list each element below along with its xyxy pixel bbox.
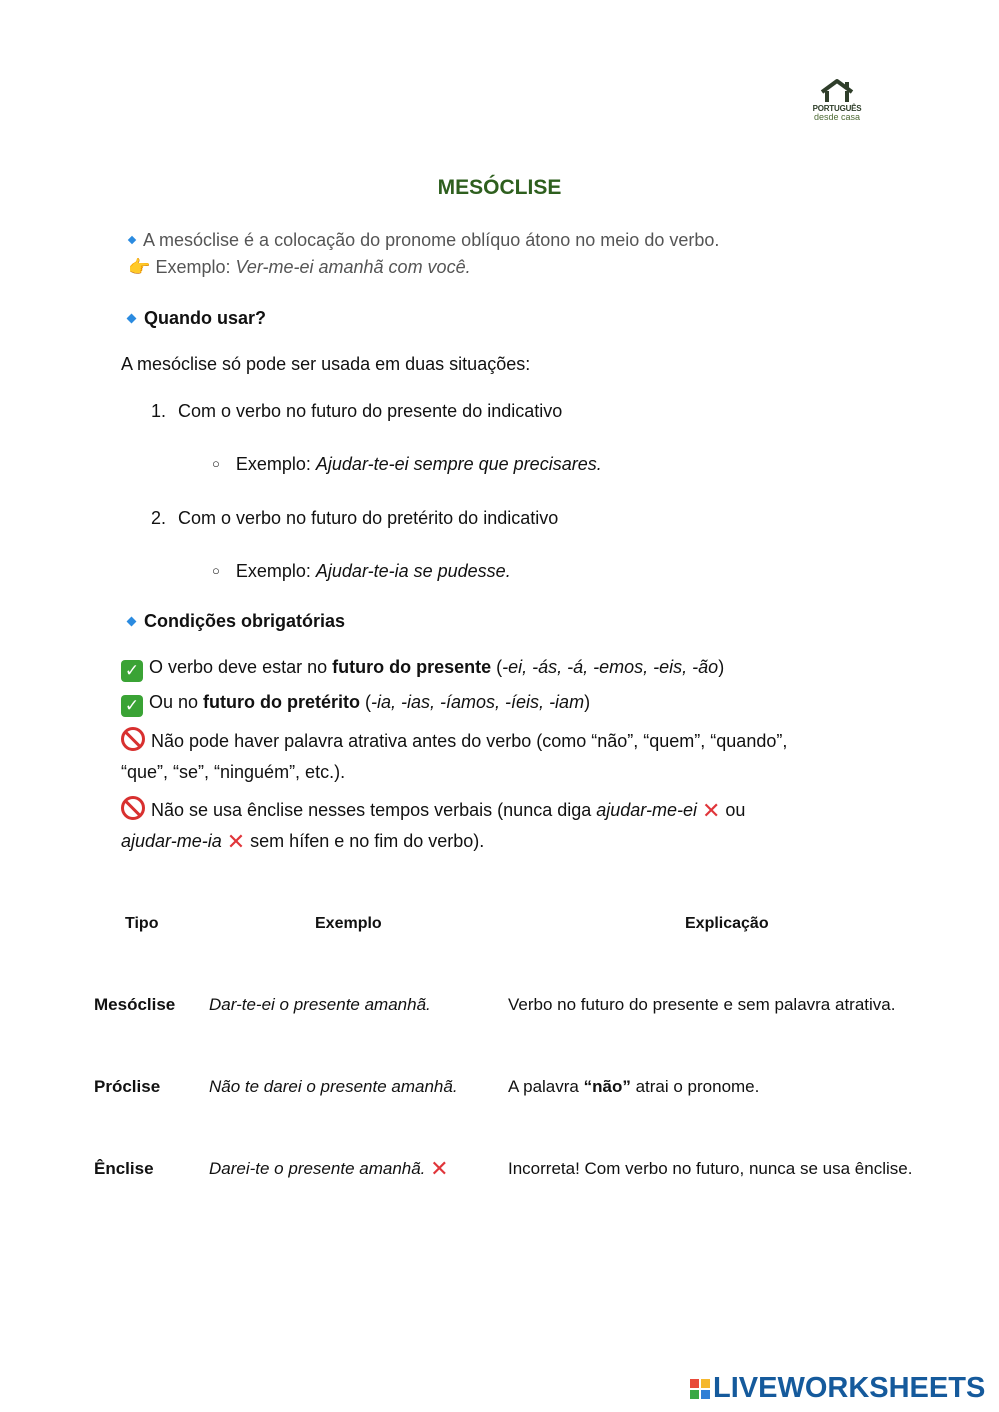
list-item-text: Com o verbo no futuro do presente do indicativo — [178, 401, 563, 421]
prohibited-icon — [121, 796, 145, 820]
condition-item — [121, 796, 745, 821]
row-explicacao — [508, 1159, 912, 1179]
wrong-form-text: ajudar-me-ia — [121, 831, 222, 851]
condition-text: sem hífen e no fim do verbo). — [245, 831, 485, 851]
row-tipo: Próclise — [94, 1077, 161, 1096]
condition-item-continuation — [121, 831, 484, 852]
definition-text: A mesóclise é a colocação do pronome oblíquo átono no meio do verbo. — [143, 230, 720, 250]
blue-diamond-icon — [127, 313, 137, 323]
condition-paren: ) — [718, 657, 725, 677]
condition-endings: -ei, -ás, -á, -emos, -eis, -ão — [502, 657, 719, 677]
row-tipo: Mesóclise — [94, 995, 176, 1014]
example-label: Exemplo: — [235, 454, 316, 474]
list-subitem — [212, 561, 511, 582]
condition-text: ou — [720, 800, 746, 820]
conditions-heading — [125, 611, 345, 632]
condition-bold: futuro do pretérito — [203, 692, 361, 712]
condition-text: Ou no — [149, 692, 204, 712]
explicacao-bold: “não” — [583, 1077, 631, 1096]
condition-paren: ( — [491, 657, 503, 677]
portugues-desde-casa-logo — [806, 78, 868, 128]
table-header-tipo: Tipo — [125, 915, 159, 932]
small-blue-diamond-icon — [128, 236, 136, 244]
condition-item — [121, 727, 787, 752]
liveworksheets-logo-icon — [690, 1379, 710, 1399]
check-mark-icon: ✓ — [121, 660, 143, 682]
logo-text-line2: desde casa — [813, 112, 861, 122]
hollow-circle-bullet-icon: ○ — [212, 563, 220, 578]
condition-text: O verbo deve estar no — [149, 657, 333, 677]
list-number: 1. — [151, 401, 167, 421]
explicacao-text: Incorreta! Com verbo no futuro, nunca se usa ênclise. — [508, 1159, 913, 1178]
exemplo-text: Darei-te o presente amanhã. — [209, 1159, 426, 1178]
house-icon — [817, 78, 857, 104]
conditions-heading-text: Condições obrigatórias — [144, 611, 346, 631]
when-heading-text: Quando usar? — [144, 308, 267, 328]
list-number: 2. — [151, 508, 167, 528]
row-exemplo — [209, 1156, 449, 1181]
list-item-text: Com o verbo no futuro do pretérito do indicativo — [178, 508, 559, 528]
row-exemplo: Não te darei o presente amanhã. — [209, 1077, 458, 1096]
condition-text: Não pode haver palavra atrativa antes do verbo (como “não”, “quem”, “quando”, — [151, 731, 788, 751]
condition-item — [121, 692, 590, 717]
intro-example-text: Ver-me-ei amanhã com você. — [235, 257, 471, 277]
when-heading — [125, 308, 266, 329]
condition-paren: ) — [584, 692, 591, 712]
list-subitem — [212, 454, 602, 475]
condition-item — [121, 657, 724, 682]
table-header-exemplo: Exemplo — [315, 915, 382, 932]
explicacao-text: A palavra — [508, 1077, 584, 1096]
row-exemplo: Dar-te-ei o presente amanhã. — [209, 995, 431, 1014]
page-title: MESÓCLISE — [437, 176, 562, 199]
red-cross-icon: ✕ — [226, 829, 246, 854]
check-mark-icon: ✓ — [121, 695, 143, 717]
red-cross-icon: ✕ — [430, 1156, 449, 1181]
table-header-explicacao: Explicação — [685, 915, 769, 932]
definition-line — [128, 230, 719, 251]
condition-text: Não se usa ênclise nesses tempos verbais (nunca diga — [151, 800, 597, 820]
row-tipo: Ênclise — [94, 1159, 154, 1178]
example-text: Ajudar-te-ei sempre que precisares. — [315, 454, 602, 474]
row-explicacao — [508, 1077, 759, 1097]
row-explicacao — [508, 995, 895, 1015]
example-label: Exemplo: — [235, 561, 316, 581]
explicacao-text: atrai o pronome. — [630, 1077, 760, 1096]
logo-text-line1: PORTUGUÊS — [812, 104, 862, 113]
liveworksheets-brand — [690, 1372, 985, 1405]
condition-endings: -ia, -ias, -íamos, -íeis, -iam — [371, 692, 585, 712]
pointing-hand-icon: 👉 — [128, 257, 151, 277]
prohibited-icon — [121, 727, 145, 751]
list-item — [151, 401, 562, 422]
condition-paren: ( — [360, 692, 372, 712]
wrong-form-text: ajudar-me-ei — [596, 800, 697, 820]
intro-example-line — [128, 257, 471, 278]
condition-item-continuation: “que”, “se”, “ninguém”, etc.). — [121, 762, 346, 782]
intro-example-label: Exemplo: — [155, 257, 236, 277]
hollow-circle-bullet-icon: ○ — [212, 456, 220, 471]
blue-diamond-icon — [127, 616, 137, 626]
liveworksheets-text: LIVEWORKSHEETS — [713, 1372, 986, 1404]
when-lead: A mesóclise só pode ser usada em duas situações: — [121, 354, 531, 374]
list-item — [151, 508, 558, 529]
explicacao-text: Verbo no futuro do presente e sem palavra atrativa. — [508, 995, 896, 1014]
condition-bold: futuro do presente — [332, 657, 492, 677]
red-cross-icon: ✕ — [701, 798, 721, 823]
example-text: Ajudar-te-ia se pudesse. — [315, 561, 511, 581]
